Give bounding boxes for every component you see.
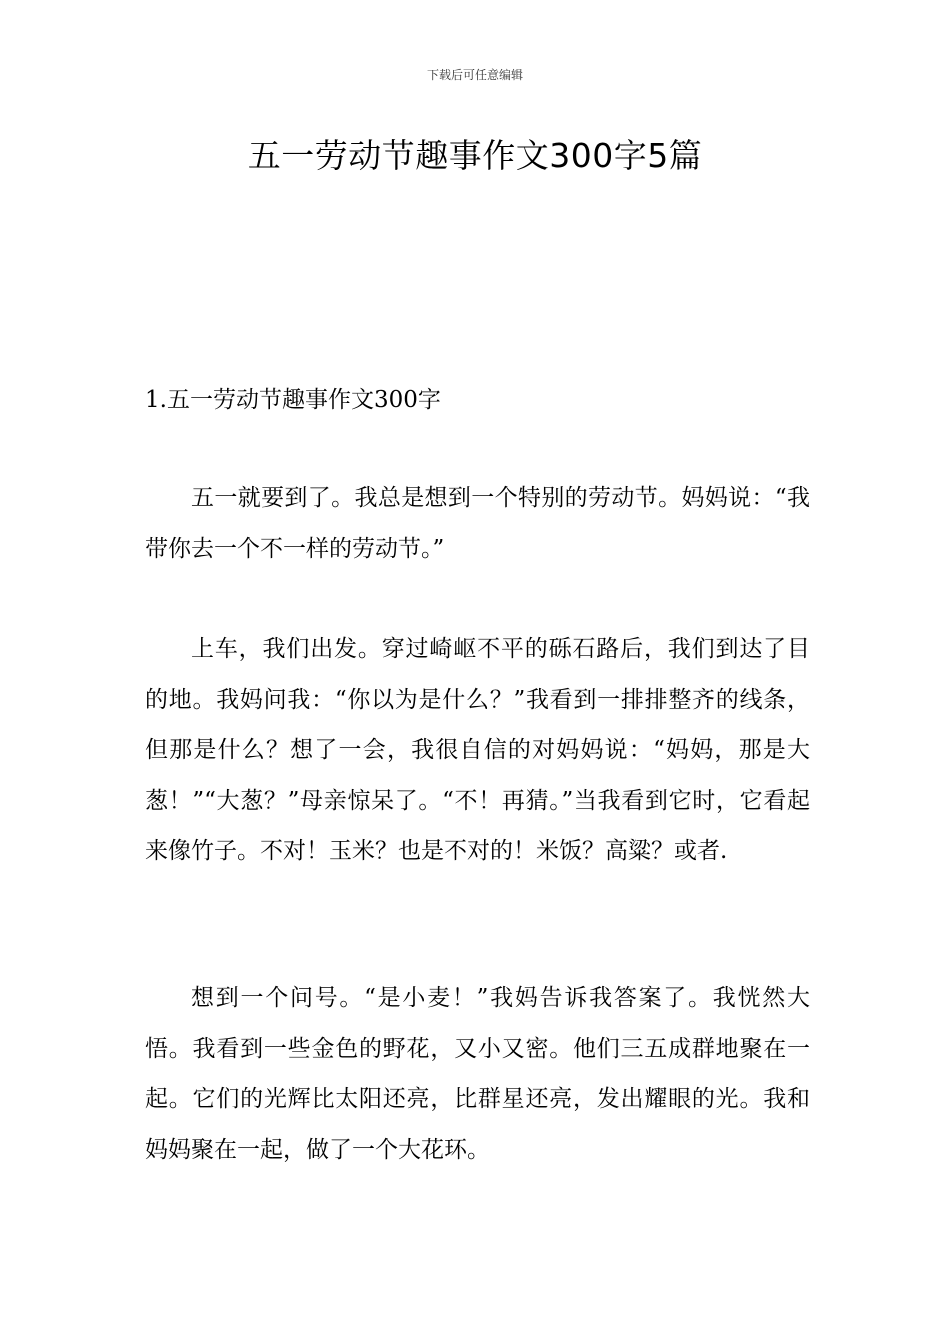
page-header-note: 下载后可任意编辑 [426,68,523,82]
document-title: 五一劳动节趣事作文300字5篇 [247,136,703,175]
section-heading: 1.五一劳动节趣事作文300字 [145,387,441,413]
paragraph-2: 上车，我们出发。穿过崎岖不平的砾石路后，我们到达了目的地。我妈问我：“你以为是什么？”我看到一排排整齐的线条，但那是什么？想了一会，我很自信的对妈妈说：“妈妈，那是大葱！”“大葱？”母亲惊呆了。“不！再猜。”当我看到它时，它看起来像竹子。不对！玉米？也是不对的！米饭？高粱？或者. [145,636,810,864]
paragraph-1: 五一就要到了。我总是想到一个特别的劳动节。妈妈说：“我带你去一个不一样的劳动节。” [145,485,810,562]
paragraph-3: 想到一个问号。“是小麦！”我妈告诉我答案了。我恍然大悟。我看到一些金色的野花，又小又密。他们三五成群地聚在一起。它们的光辉比太阳还亮，比群星还亮，发出耀眼的光。我和妈妈聚在一起，做了一个大花环。 [145,985,810,1163]
